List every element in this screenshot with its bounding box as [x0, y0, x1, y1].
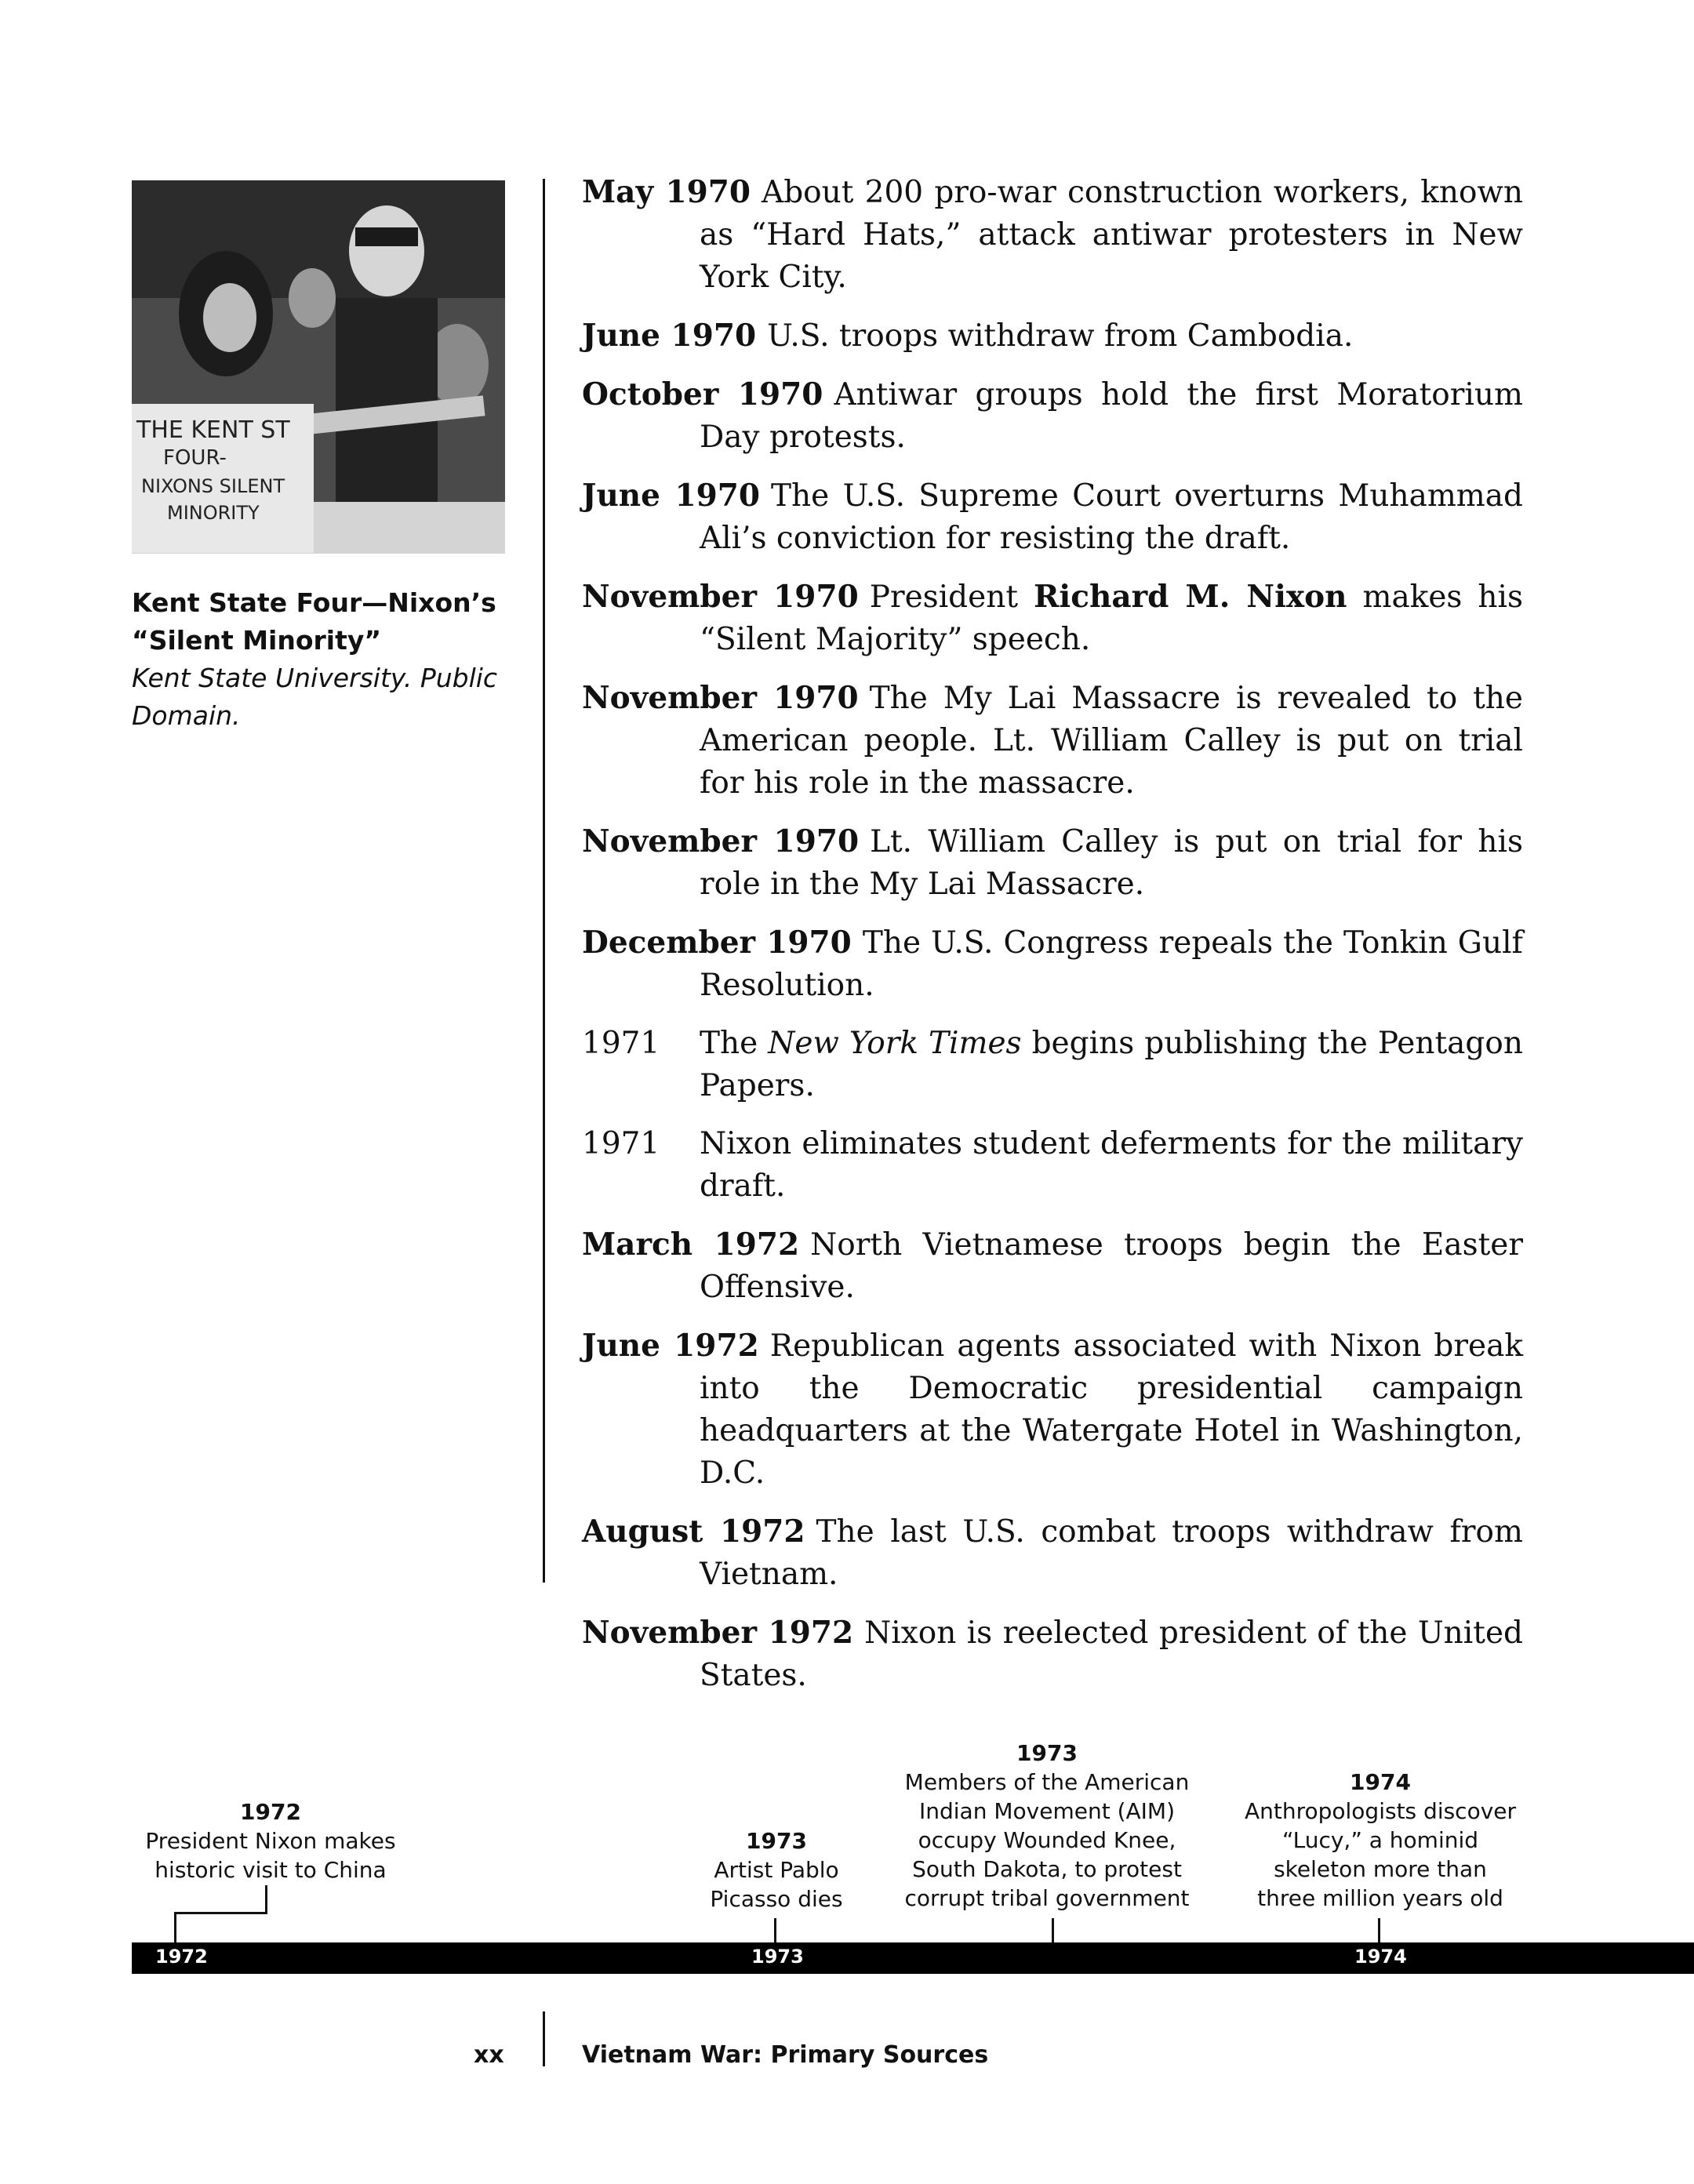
sign-text-line1: THE KENT ST	[136, 416, 290, 444]
timeline-year-label: 1972	[155, 1946, 208, 1968]
timeline-event-line: Members of the American	[904, 1769, 1190, 1795]
entry-text-post: makes his “Silent Majority” speech.	[700, 580, 1524, 657]
timeline-event-year: 1973	[746, 1828, 807, 1854]
timeline-event-line: Indian Movement (AIM)	[919, 1798, 1175, 1824]
chronology-list	[582, 171, 1523, 1713]
timeline-event-line: three million years old	[1257, 1885, 1503, 1911]
timeline-event-nixon-china	[133, 1797, 408, 1884]
entry-text-pre: President	[869, 580, 1019, 615]
entry-text: The My Lai Massacre is revealed to the American people. Lt. William Calley is put on trial for his role in the massacre.	[700, 681, 1523, 801]
timeline-event-line: corrupt tribal government	[904, 1885, 1190, 1911]
caption-title-line2: “Silent Minority”	[132, 625, 382, 656]
timeline-event-year: 1972	[240, 1799, 301, 1825]
entry-text: Lt. William Calley is put on trial for his role in the My Lai Massacre.	[700, 824, 1524, 902]
entry-date: June 1970	[582, 478, 761, 514]
entry-date: December 1970	[582, 925, 852, 961]
photo-caption	[132, 584, 505, 735]
entry-date: 1971	[582, 1126, 660, 1161]
chronology-entry	[582, 171, 1523, 299]
entry-date: November 1970	[582, 579, 859, 615]
sign-text-line2: FOUR-	[163, 446, 227, 470]
chronology-entry	[582, 373, 1523, 459]
timeline-event-line: “Lucy,” a hominid	[1281, 1827, 1479, 1853]
entry-text: North Vietnamese troops begin the Easter Offensive.	[700, 1227, 1524, 1305]
entry-text: The last U.S. combat troops withdraw from Vietnam.	[700, 1514, 1523, 1592]
timeline-event-line: skeleton more than	[1274, 1856, 1487, 1882]
entry-date: May 1970	[582, 174, 751, 210]
entry-person-name: Richard M. Nixon	[1033, 579, 1347, 615]
chronology-entry	[582, 314, 1523, 358]
entry-text: Antiwar groups hold the first Moratorium Day protests.	[700, 377, 1523, 455]
timeline-event-picasso	[674, 1826, 878, 1913]
timeline-bar	[132, 1942, 1694, 1974]
entry-text: The U.S. Supreme Court overturns Muhammad Ali’s conviction for resisting the draft.	[700, 478, 1523, 556]
chronology-entry	[582, 474, 1523, 560]
entry-text: Republican agents associated with Nixon break into the Democratic presidential campaign headquarters at the Watergate Hotel in Washington, D.C.	[700, 1328, 1523, 1491]
chronology-entry	[582, 820, 1523, 906]
sign-text-line3: NIXONS SILENT	[141, 475, 285, 497]
timeline-event-line: South Dakota, to protest	[912, 1856, 1182, 1882]
timeline-year-label: 1974	[1354, 1946, 1407, 1968]
book-title: Vietnam War: Primary Sources	[582, 2041, 989, 2069]
entry-text: Nixon eliminates student deferments for the military draft.	[700, 1126, 1523, 1204]
column-divider	[543, 179, 545, 1583]
chronology-entry	[582, 1023, 1523, 1107]
caption-title-line1: Kent State Four—Nixon’s	[132, 587, 496, 618]
entry-text-post: begins publishing the Pentagon Papers.	[700, 1026, 1523, 1103]
sign-text-line4: MINORITY	[167, 502, 260, 524]
entry-date: June 1970	[582, 318, 757, 354]
protest-photo-image	[132, 180, 505, 554]
entry-date: 1971	[582, 1026, 660, 1061]
timeline-connector	[265, 1885, 267, 1913]
page-number: xx	[474, 2041, 504, 2069]
timeline-connector	[1378, 1918, 1380, 1943]
timeline-event-line: historic visit to China	[154, 1857, 387, 1883]
entry-text: Nixon is reelected president of the United States.	[700, 1615, 1523, 1693]
entry-date: October 1970	[582, 376, 823, 412]
timeline-event-line: President Nixon makes	[145, 1828, 396, 1854]
entry-text: The U.S. Congress repeals the Tonkin Gulf Resolution.	[700, 925, 1523, 1003]
entry-text: U.S. troops withdraw from Cambodia.	[767, 318, 1354, 354]
timeline-connector	[1052, 1918, 1054, 1943]
entry-text-pre: The	[700, 1026, 758, 1061]
timeline-connector	[774, 1918, 776, 1943]
protest-photo	[132, 180, 505, 554]
timeline-event-lucy	[1231, 1768, 1529, 1913]
chronology-entry	[582, 1223, 1523, 1309]
entry-text: About 200 pro-war construction workers, known as “Hard Hats,” attack antiwar protesters in New York City.	[700, 175, 1523, 295]
timeline-connector	[174, 1912, 176, 1943]
entry-date: June 1972	[582, 1328, 759, 1364]
chronology-entry	[582, 677, 1523, 805]
timeline-event-year: 1974	[1350, 1769, 1411, 1795]
entry-date: November 1970	[582, 680, 859, 716]
chronology-entry	[582, 921, 1523, 1007]
caption-credit-line1: Kent State University. Public	[132, 663, 498, 693]
chronology-entry	[582, 1325, 1523, 1495]
timeline-event-line: Artist Pablo	[714, 1857, 839, 1883]
entry-publication-name: New York Times	[768, 1026, 1022, 1061]
chronology-entry	[582, 1510, 1523, 1596]
chronology-entry	[582, 1612, 1523, 1697]
timeline-event-line: occupy Wounded Knee,	[918, 1827, 1176, 1853]
timeline-event-wounded-knee	[894, 1739, 1200, 1913]
timeline-event-year: 1973	[1016, 1740, 1078, 1766]
entry-date: November 1970	[582, 823, 860, 859]
timeline-event-line: Anthropologists discover	[1244, 1798, 1517, 1824]
caption-credit-line2: Domain.	[132, 700, 241, 731]
timeline-connector	[174, 1912, 267, 1914]
chronology-entry	[582, 1123, 1523, 1208]
footer-divider	[543, 2011, 545, 2066]
entry-date: November 1972	[582, 1615, 854, 1651]
timeline-event-line: Picasso dies	[710, 1886, 843, 1912]
chronology-entry	[582, 576, 1523, 661]
timeline-year-label: 1973	[751, 1946, 804, 1968]
entry-date: March 1972	[582, 1226, 800, 1263]
entry-date: August 1972	[582, 1514, 805, 1550]
